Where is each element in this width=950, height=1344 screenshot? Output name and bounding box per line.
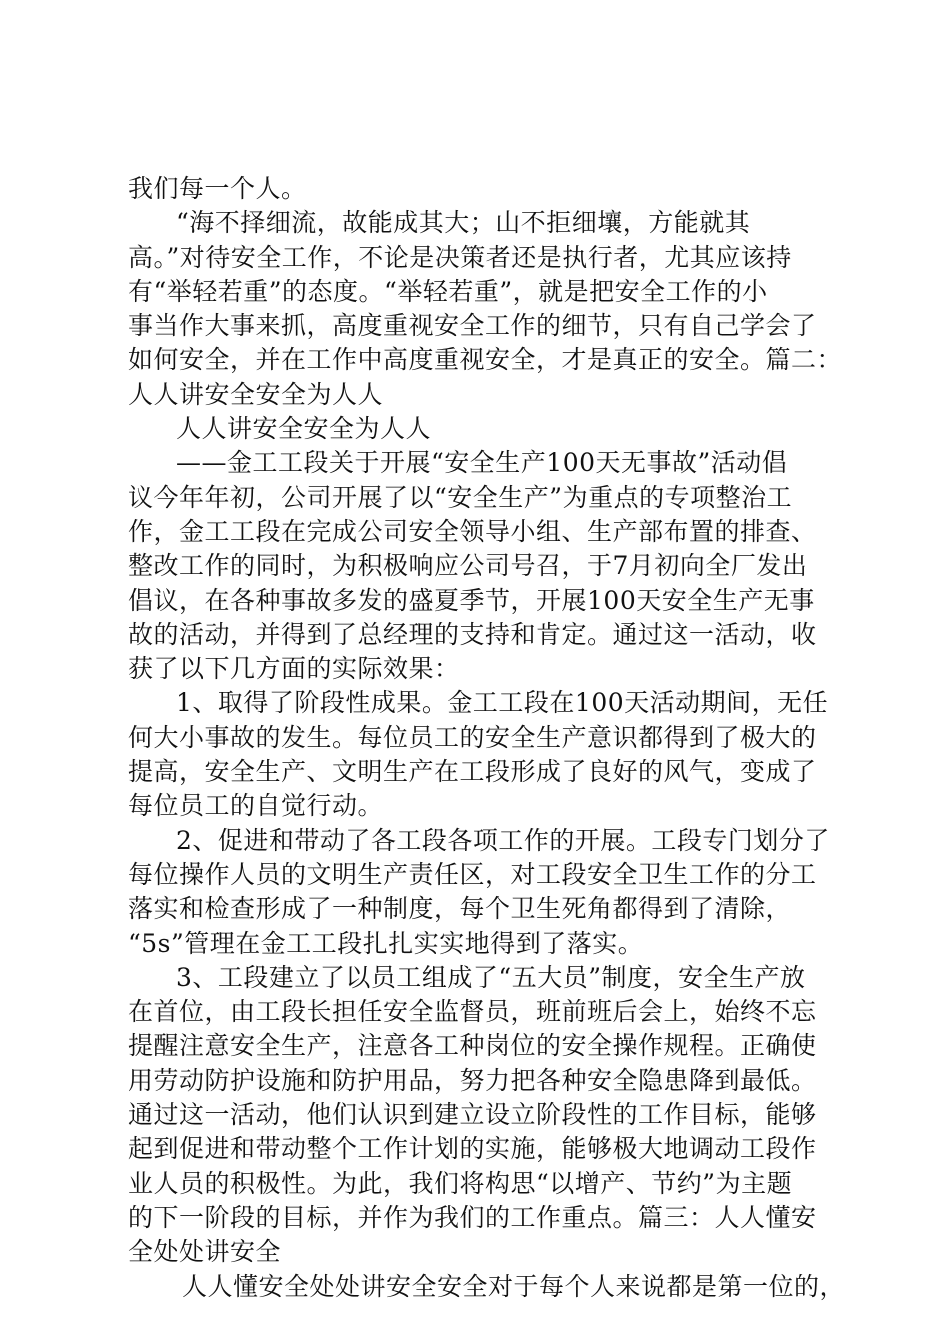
text-line: 每位操作人员的文明生产责任区，对工段安全卫生工作的分工 — [128, 859, 817, 889]
text-line: 落实和检查形成了一种制度，每个卫生死角都得到了清除， — [128, 894, 792, 924]
list-item-1: 1、取得了阶段性成果。金工工段在100天活动期间，无任 — [176, 688, 829, 718]
list-item-2: 2、促进和带动了各工段各项工作的开展。工段专门划分了 — [176, 825, 830, 855]
text-line: 如何安全，并在工作中高度重视安全，才是真正的安全。篇二： — [128, 345, 843, 375]
document-body — [128, 172, 846, 1304]
text-line: 作，金工工段在完成公司安全领导小组、生产部布置的排查、 — [128, 516, 817, 546]
section-heading: 全处处讲安全 — [128, 1237, 282, 1267]
text-line: 通过这一活动，他们认识到建立设立阶段性的工作目标，能够 — [128, 1100, 817, 1130]
text-line: 事当作大事来抓，高度重视安全工作的细节，只有自己学会了 — [128, 311, 817, 341]
text-line: 的下一阶段的目标，并作为我们的工作重点。篇三：人人懂安 — [128, 1202, 817, 1232]
text-line: 用劳动防护设施和防护用品，努力把各种安全隐患降到最低。 — [128, 1065, 817, 1095]
text-line: 故的活动，并得到了总经理的支持和肯定。通过这一活动，收 — [128, 619, 817, 649]
list-item-3: 3、工段建立了以员工组成了“五大员”制度，安全生产放 — [176, 962, 806, 992]
text-line: 何大小事故的发生。每位员工的安全生产意识都得到了极大的 — [128, 722, 817, 752]
text-line: 提醒注意安全生产，注意各工种岗位的安全操作规程。正确使 — [128, 1031, 817, 1061]
text-line: 业人员的积极性。为此，我们将构思“以增产、节约”为主题 — [128, 1168, 793, 1198]
text-line: 每位员工的自觉行动。 — [128, 791, 384, 821]
text-line: 提高，安全生产、文明生产在工段形成了良好的风气，变成了 — [128, 757, 817, 787]
text-line: 获了以下几方面的实际效果： — [128, 654, 460, 684]
text-line: 有“举轻若重”的态度。“举轻若重”，就是把安全工作的小 — [128, 276, 768, 306]
text-line: 在首位，由工段长担任安全监督员，班前班后会上，始终不忘 — [128, 997, 817, 1027]
text-line: “5s”管理在金工工段扎扎实实地得到了落实。 — [128, 928, 644, 958]
text-line: 议今年年初，公司开展了以“安全生产”为重点的专项整治工 — [128, 482, 793, 512]
text-line: 倡议，在各种事故多发的盛夏季节，开展100天安全生产无事 — [128, 585, 815, 615]
section-title: 人人讲安全安全为人人 — [176, 414, 432, 444]
text-line: 我们每一个人。 — [128, 174, 307, 203]
text-line: “海不择细流，故能成其大；山不拒细壤，方能就其 — [176, 208, 751, 238]
section-heading: 人人讲安全安全为人人 — [128, 379, 384, 409]
text-line: 人人懂安全处处讲安全安全对于每个人来说都是第一位的， — [182, 1271, 846, 1301]
text-line: 起到促进和带动整个工作计划的实施，能够极大地调动工段作 — [128, 1134, 817, 1164]
text-line: 整改工作的同时，为积极响应公司号召，于7月初向全厂发出 — [128, 551, 808, 581]
text-line: ——金工工段关于开展“安全生产100天无事故”活动倡 — [176, 448, 788, 478]
text-line: 高。”对待安全工作，不论是决策者还是执行者，尤其应该持 — [128, 242, 792, 272]
